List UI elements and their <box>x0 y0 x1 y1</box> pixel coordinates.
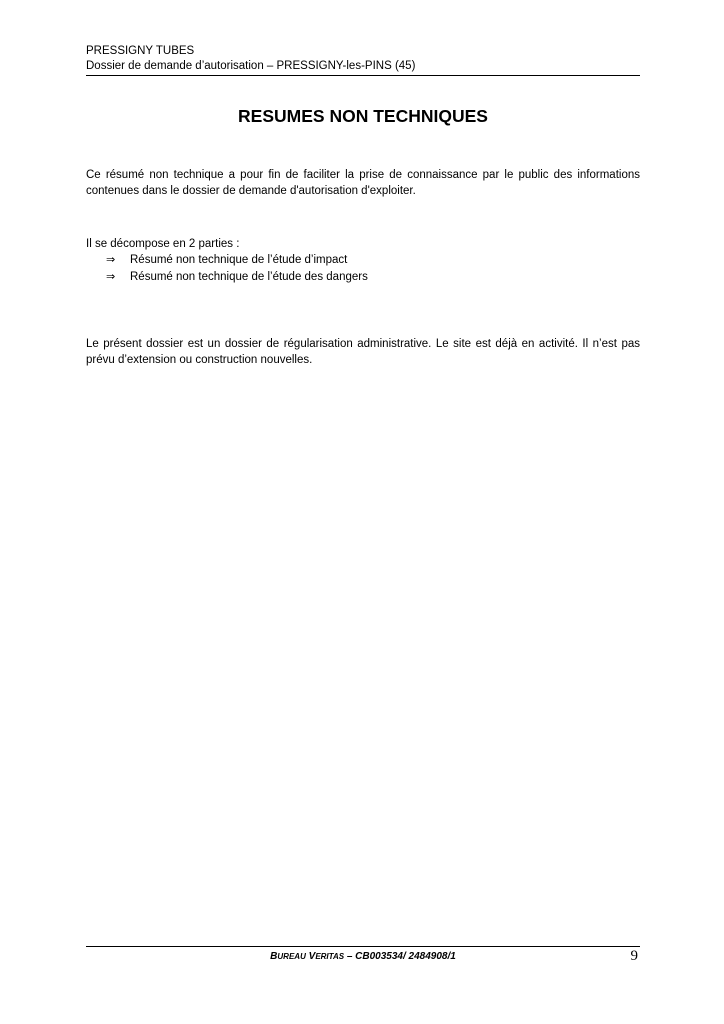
header-company: PRESSIGNY TUBES <box>86 45 195 57</box>
list-item-label: Résumé non technique de l’étude d’impact <box>130 254 348 266</box>
page-number: 9 <box>630 948 638 964</box>
double-arrow-right-icon: ⇒ <box>106 253 116 266</box>
footer-company-rest-1: UREAU <box>277 952 306 961</box>
list-item <box>106 252 368 269</box>
footer-company-initial-b: B <box>270 951 278 962</box>
list-item <box>106 269 368 286</box>
closing-paragraph: Le présent dossier est un dossier de régularisation administrative. Le site est déjà en activité. Il n’est pas prévu d’extension ou construction nouvelles. <box>86 338 640 366</box>
parts-list <box>106 252 368 285</box>
header-subtitle: Dossier de demande d’autorisation – PRESSIGNY-les-PINS (45) <box>86 60 416 72</box>
intro-paragraph: Ce résumé non technique a pour fin de faciliter la prise de connaissance par le public des informations contenues dans le dossier de demande d'autorisation d'exploiter. <box>86 169 640 197</box>
footer-company-initial-v: V <box>308 951 316 962</box>
header-divider <box>86 75 640 76</box>
footer-company-rest-2: ERITAS <box>315 952 345 961</box>
page-header <box>86 44 640 74</box>
footer-reference <box>86 950 640 964</box>
parts-intro: Il se décompose en 2 parties : <box>86 238 240 250</box>
list-item-label: Résumé non technique de l’étude des dangers <box>130 270 368 283</box>
double-arrow-right-icon: ⇒ <box>106 269 116 283</box>
footer-divider <box>86 946 640 947</box>
footer-document-reference: – CB003534/ 2484908/1 <box>344 951 456 962</box>
document-title: RESUMES NON TECHNIQUES <box>238 106 488 126</box>
